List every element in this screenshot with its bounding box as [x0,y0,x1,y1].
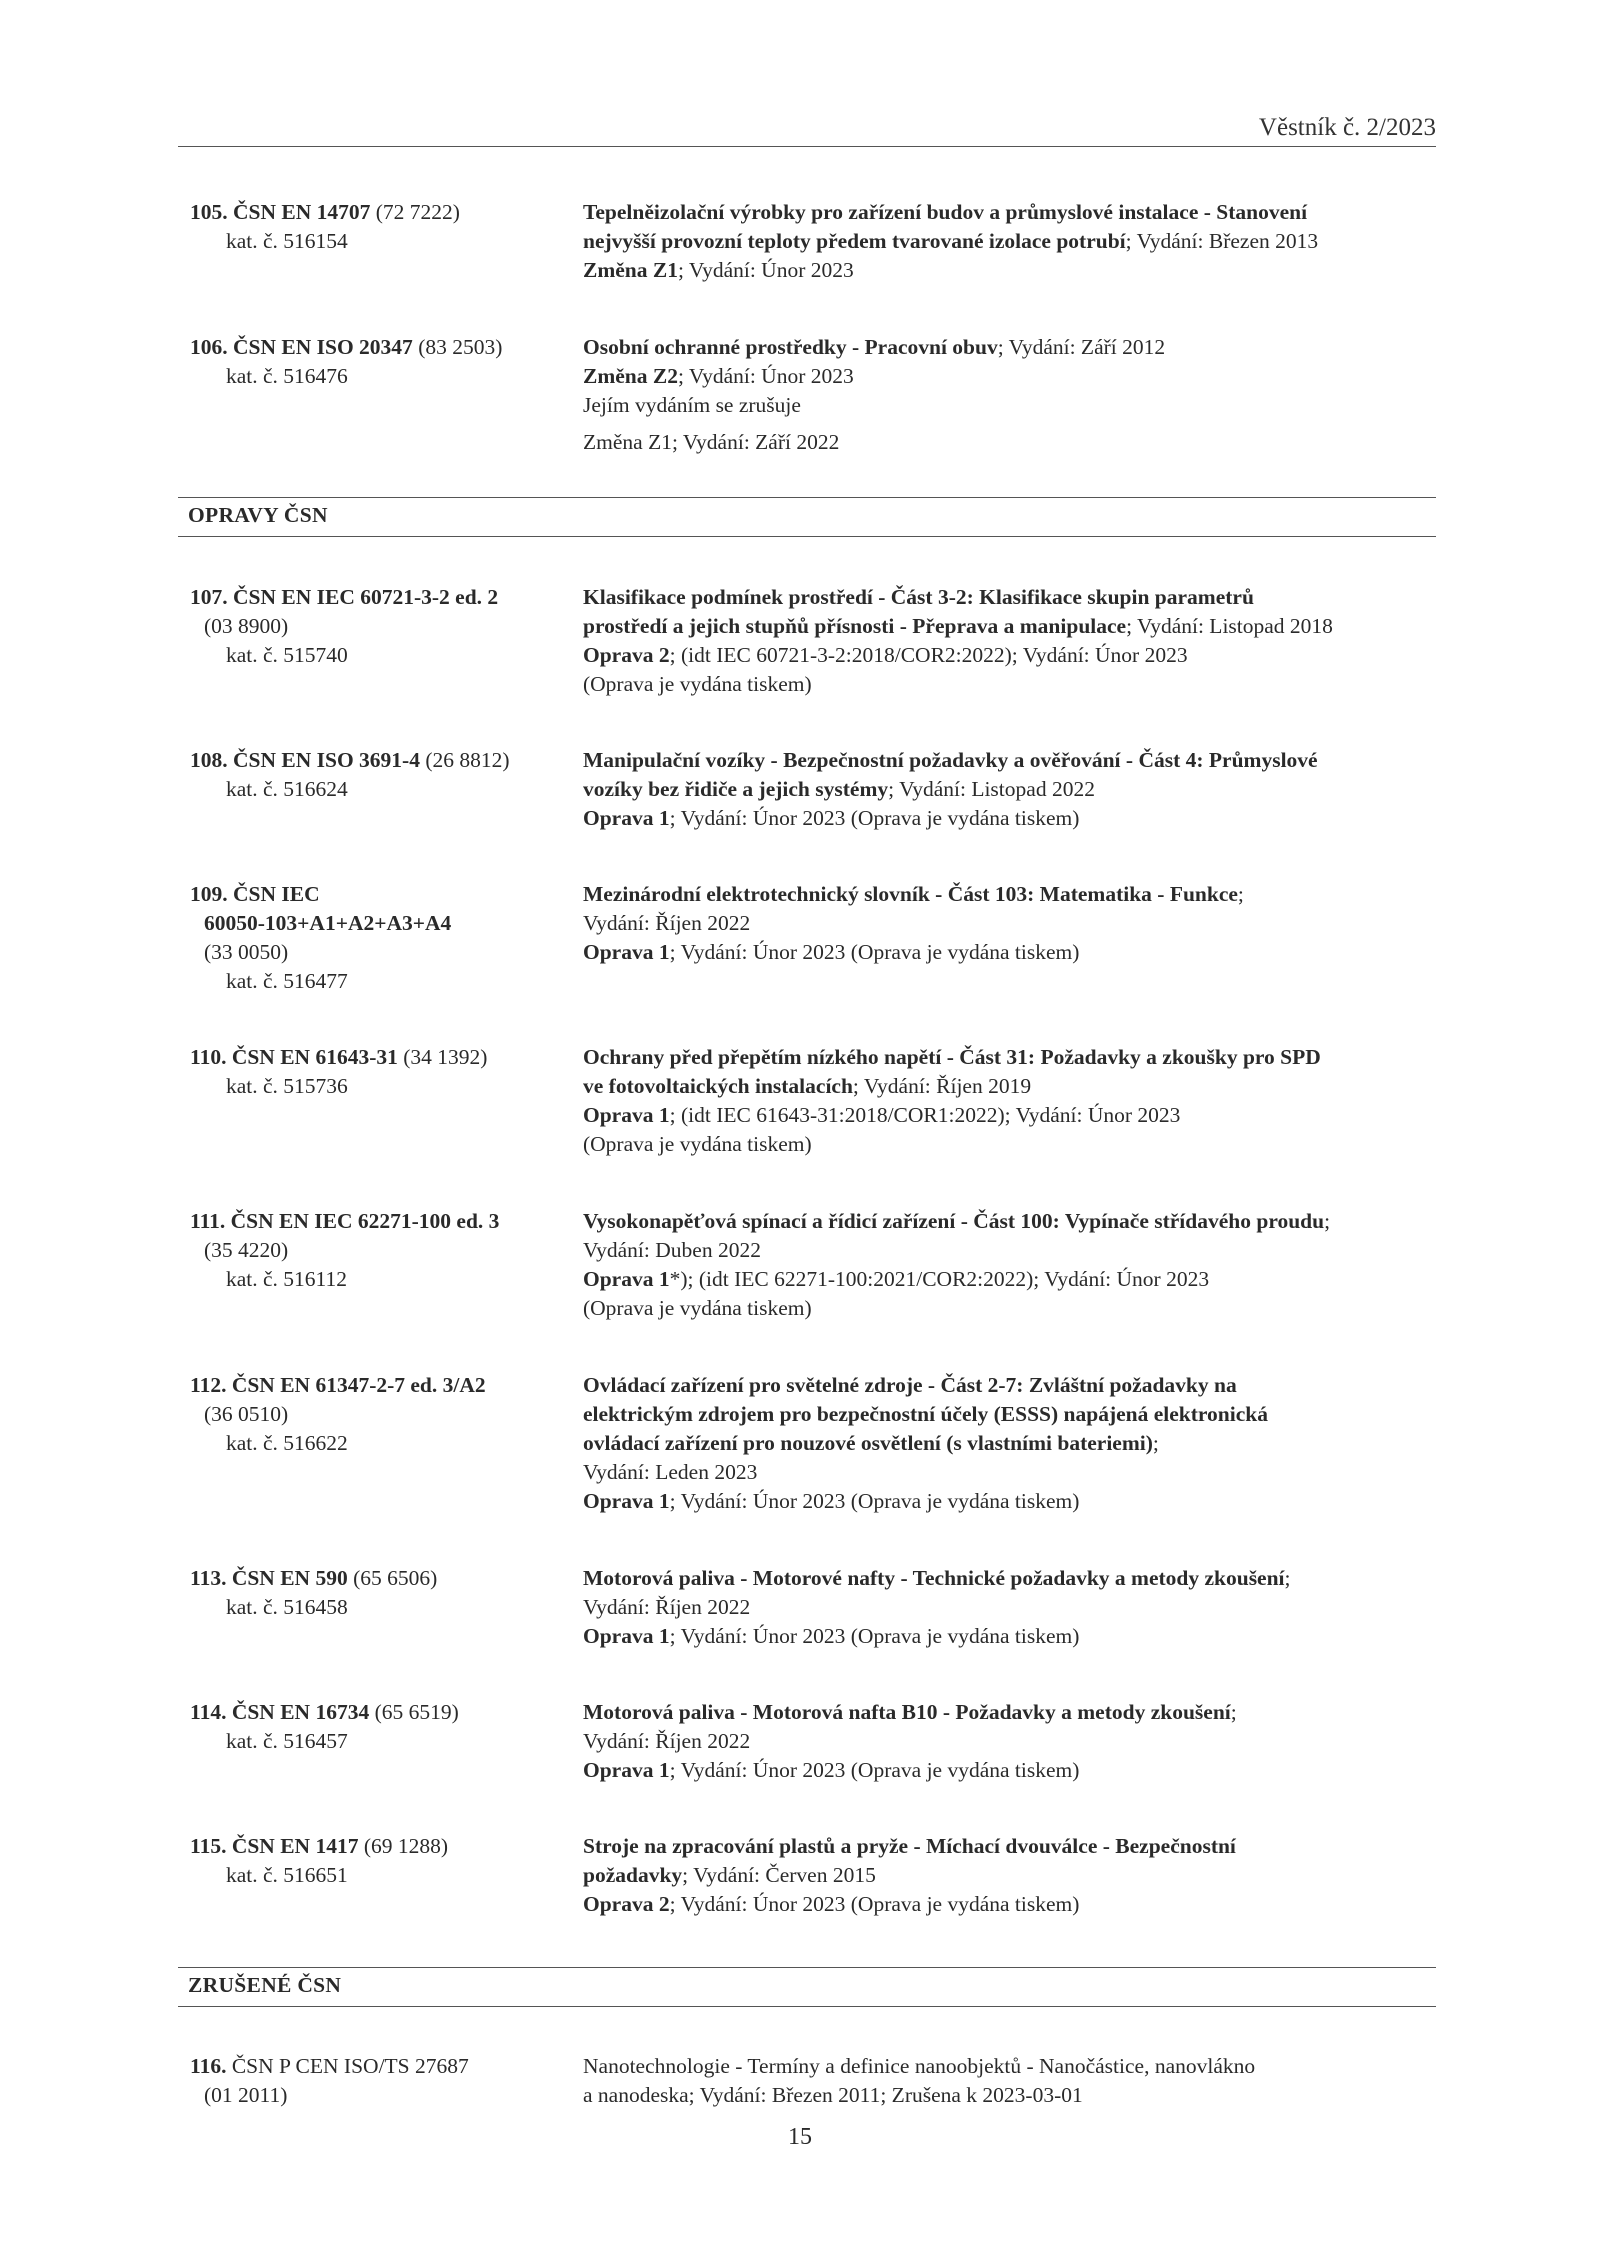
standard-id [190,1371,560,1458]
title-line: nejvyšší provozní teploty předem tvarované izolace potrubí [583,229,1126,253]
standard-details [583,1832,1443,1919]
section-withdrawn [178,1967,1436,2007]
correction-label: Oprava 1 [583,1103,670,1127]
correction-label: Oprava 1 [583,1624,670,1648]
catalog-number: kat. č. 515736 [226,1074,348,1098]
title-line: ve fotovoltaických instalacích [583,1074,853,1098]
class-code: (34 1392) [403,1045,488,1069]
standard-id [190,583,560,670]
class-code: (72 7222) [375,200,460,224]
catalog-number: kat. č. 516112 [226,1267,348,1291]
issue-date: ; Vydání: Březen 2013 [1125,229,1319,253]
issue-date: ; Vydání: Listopad 2018 [1126,614,1333,638]
punctuation: ; [1237,882,1244,906]
issue-date: Vydání: Leden 2023 [583,1460,758,1484]
issue-date: ; Vydání: Listopad 2022 [888,777,1095,801]
title-line: Mezinárodní elektrotechnický slovník - Část 103: Matematika - Funkce [583,882,1238,906]
cancelled-item: Změna Z1; Vydání: Září 2022 [583,430,840,454]
punctuation: ; [1230,1700,1237,1724]
bulletin-title: Věstník č. 2/2023 [1258,114,1436,141]
section-title: ZRUŠENÉ ČSN [188,1973,342,1997]
standard-details [583,1043,1443,1159]
section-corrections [178,497,1436,537]
correction-issue-date: ; (idt IEC 60721-3-2:2018/COR2:2022); Vydání: Únor 2023 [669,643,1188,667]
title-line: a nanodeska; Vydání: Březen 2011; Zrušena k 2023-03-01 [583,2083,1083,2107]
title-line: prostředí a jejich stupňů přísnosti - Přeprava a manipulace [583,614,1127,638]
standard-details [583,2052,1443,2110]
change-label: Změna Z2 [583,364,678,388]
correction-note: (Oprava je vydána tiskem) [583,1296,812,1320]
issue-date: Vydání: Říjen 2022 [583,1595,751,1619]
correction-label: Oprava 1 [583,940,670,964]
title-line: požadavky [583,1863,683,1887]
standard-details [583,583,1443,699]
standard-id [190,746,560,804]
standard-code: 106. ČSN EN ISO 20347 [190,335,413,359]
change-issue-date: ; Vydání: Únor 2023 [677,364,854,388]
issue-date: Vydání: Duben 2022 [583,1238,761,1262]
catalog-number: kat. č. 515740 [226,643,348,667]
correction-issue-date: ; Vydání: Únor 2023 (Oprava je vydána tiskem) [669,806,1080,830]
correction-label: Oprava 1 [583,806,670,830]
title-line: Motorová paliva - Motorové nafty - Technické požadavky a metody zkoušení [583,1566,1285,1590]
class-code: (33 0050) [204,940,289,964]
issue-date: Vydání: Říjen 2022 [583,911,751,935]
standard-details [583,1698,1443,1785]
standard-details [583,1371,1443,1516]
title-line: Stroje na zpracování plastů a pryže - Míchací dvouválce - Bezpečnostní [583,1834,1236,1858]
class-code: (26 8812) [425,748,510,772]
standard-id [190,333,560,391]
issue-date: ; Vydání: Říjen 2019 [852,1074,1032,1098]
standard-code: 115. ČSN EN 1417 [190,1834,359,1858]
standard-code: 113. ČSN EN 590 [190,1566,348,1590]
standard-details [583,1207,1443,1323]
correction-issue-date: ; (idt IEC 61643-31:2018/COR1:2022); Vydání: Únor 2023 [669,1103,1181,1127]
class-code: (83 2503) [418,335,503,359]
catalog-number: kat. č. 516477 [226,969,348,993]
title-line: Osobní ochranné prostředky - Pracovní obuv [583,335,998,359]
class-code: (35 4220) [204,1238,289,1262]
standard-details [583,198,1443,285]
standard-id [190,1564,560,1622]
catalog-number: kat. č. 516624 [226,777,348,801]
catalog-number: kat. č. 516476 [226,364,348,388]
catalog-number: kat. č. 516457 [226,1729,348,1753]
class-code: (65 6506) [353,1566,438,1590]
class-code: (01 2011) [204,2083,288,2107]
title-line: Manipulační vozíky - Bezpečnostní požadavky a ověřování - Část 4: Průmyslové [583,748,1318,772]
standard-details [583,880,1443,967]
catalog-number: kat. č. 516622 [226,1431,348,1455]
class-code: (03 8900) [204,614,289,638]
catalog-number: kat. č. 516154 [226,229,348,253]
title-line: Ochrany před přepětím nízkého napětí - Část 31: Požadavky a zkoušky pro SPD [583,1045,1321,1069]
class-code: (65 6519) [374,1700,459,1724]
standard-details [583,746,1443,833]
entry-number: 116. [190,2054,227,2078]
correction-note: (Oprava je vydána tiskem) [583,672,812,696]
standard-id [190,1207,560,1294]
catalog-number: kat. č. 516458 [226,1595,348,1619]
standard-code: 107. ČSN EN IEC 60721-3-2 ed. 2 [190,585,499,609]
issue-date: ; Vydání: Září 2012 [997,335,1166,359]
page-header [178,110,1436,147]
correction-issue-date: ; Vydání: Únor 2023 (Oprava je vydána tiskem) [669,1758,1080,1782]
title-line: Nanotechnologie - Termíny a definice nanoobjektů - Nanočástice, nanovlákno [583,2054,1256,2078]
correction-label: Oprava 2 [583,643,670,667]
title-line: ovládací zařízení pro nouzové osvětlení (s vlastními bateriemi) [583,1431,1153,1455]
standard-code: 112. ČSN EN 61347-2-7 ed. 3/A2 [190,1373,486,1397]
standard-code: 114. ČSN EN 16734 [190,1700,370,1724]
class-code: (69 1288) [363,1834,449,1858]
standard-code: 111. ČSN EN IEC 62271-100 ed. 3 [190,1209,500,1233]
standard-code: 110. ČSN EN 61643-31 [190,1045,398,1069]
correction-label: Oprava 2 [583,1892,670,1916]
punctuation: ; [1324,1209,1331,1233]
correction-label: Oprava 1 [583,1758,670,1782]
standard-id [190,1832,560,1890]
standard-details [583,333,1443,457]
standard-id [190,1043,560,1101]
punctuation: ; [1152,1431,1159,1455]
title-line: Motorová paliva - Motorová nafta B10 - Požadavky a metody zkoušení [583,1700,1231,1724]
title-line: Vysokonapěťová spínací a řídicí zařízení - Část 100: Vypínače střídavého proudu [583,1209,1325,1233]
correction-label: Oprava 1 [583,1489,670,1513]
standard-id [190,2052,560,2110]
standard-code: 108. ČSN EN ISO 3691-4 [190,748,420,772]
correction-label: Oprava 1 [583,1267,670,1291]
standard-code: 109. ČSN IEC [190,882,320,906]
correction-issue-date: *); (idt IEC 62271-100:2021/COR2:2022); Vydání: Únor 2023 [669,1267,1210,1291]
cancels-text: Jejím vydáním se zrušuje [583,393,801,417]
title-line: Klasifikace podmínek prostředí - Část 3-2: Klasifikace skupin parametrů [583,585,1254,609]
correction-issue-date: ; Vydání: Únor 2023 (Oprava je vydána tiskem) [669,1624,1080,1648]
issue-date: Vydání: Říjen 2022 [583,1729,751,1753]
correction-issue-date: ; Vydání: Únor 2023 (Oprava je vydána tiskem) [669,1489,1080,1513]
correction-note: (Oprava je vydána tiskem) [583,1132,812,1156]
standard-id [190,880,560,996]
standard-id [190,198,560,256]
correction-issue-date: ; Vydání: Únor 2023 (Oprava je vydána tiskem) [669,1892,1080,1916]
issue-date: ; Vydání: Červen 2015 [682,1863,876,1887]
title-line: Tepelněizolační výrobky pro zařízení budov a průmyslové instalace - Stanovení [583,200,1308,224]
standard-code-cont: 60050-103+A1+A2+A3+A4 [204,911,452,935]
standard-id [190,1698,560,1756]
title-line: vozíky bez řidiče a jejich systémy [583,777,889,801]
title-line: Ovládací zařízení pro světelné zdroje - Část 2-7: Zvláštní požadavky na [583,1373,1237,1397]
change-issue-date: ; Vydání: Únor 2023 [677,258,854,282]
standard-details [583,1564,1443,1651]
standard-code: ČSN P CEN ISO/TS 27687 [226,2054,469,2078]
change-label: Změna Z1 [583,258,678,282]
standard-code: 105. ČSN EN 14707 [190,200,371,224]
title-line: elektrickým zdrojem pro bezpečnostní účely (ESSS) napájená elektronická [583,1402,1268,1426]
page-number: 15 [788,2124,812,2150]
section-title: OPRAVY ČSN [188,503,328,527]
class-code: (36 0510) [204,1402,289,1426]
catalog-number: kat. č. 516651 [226,1863,348,1887]
correction-issue-date: ; Vydání: Únor 2023 (Oprava je vydána tiskem) [669,940,1080,964]
punctuation: ; [1284,1566,1291,1590]
